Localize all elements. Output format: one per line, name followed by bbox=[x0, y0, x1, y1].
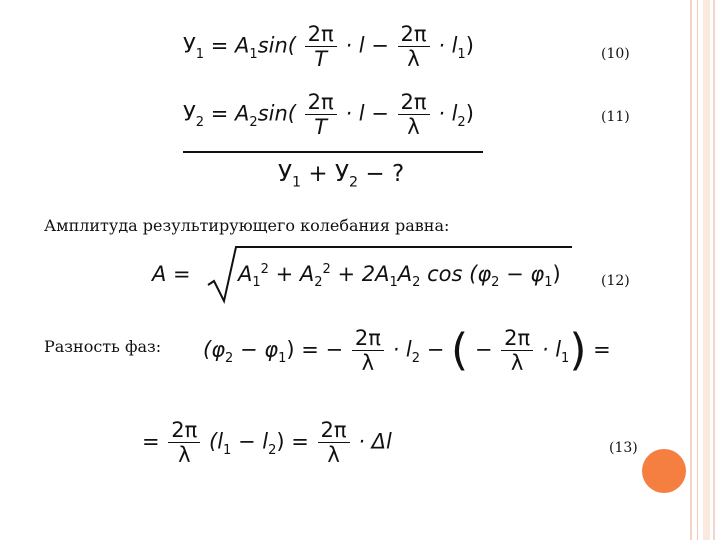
phase-caption: Разность фаз: bbox=[44, 337, 162, 356]
fraction: $\frac{2\pi}{\lambda}$ bbox=[168, 418, 200, 467]
fraction: $\frac{2\pi}{T}$ bbox=[305, 22, 337, 71]
decorative-stripe bbox=[713, 0, 715, 540]
equation-13-line1: $(\varphi_2 - \varphi_1)$ = − $\frac{2\pi}{\lambda}$ · $l_2$ − ( − $\frac{2\pi}{\lambda}$ · $l_1$) = bbox=[203, 324, 611, 376]
question-line: $У_1 + У_2$ − ? bbox=[278, 161, 405, 191]
divider-line bbox=[183, 151, 483, 153]
amplitude-caption: Амплитуда результирующего колебания равна: bbox=[44, 216, 450, 235]
fraction: $\frac{2\pi}{\lambda}$ bbox=[501, 326, 533, 375]
equation-number: (11) bbox=[601, 109, 630, 125]
fraction: $\frac{2\pi}{\lambda}$ bbox=[398, 22, 430, 71]
equation-12-radicand: $A_1^2 + A_2^2 + 2A_1A_2$ $\cos (\varphi_2 - \varphi_1)$ bbox=[238, 262, 561, 291]
equation-number: (13) bbox=[609, 440, 638, 456]
decorative-stripe bbox=[690, 0, 692, 540]
fraction: $\frac{2\pi}{T}$ bbox=[305, 90, 337, 139]
equation-12-lhs: A = bbox=[152, 262, 191, 286]
equation-11: $У_2 = A_2\sin$( $\frac{2\pi}{T}$ · l − $\frac{2\pi}{\lambda}$ · $l_2$) bbox=[183, 90, 474, 140]
decorative-stripe bbox=[703, 0, 710, 540]
fraction: $\frac{2\pi}{\lambda}$ bbox=[318, 418, 350, 467]
orange-circle-decoration bbox=[642, 449, 686, 493]
decorative-stripe bbox=[697, 0, 698, 540]
fraction: $\frac{2\pi}{\lambda}$ bbox=[352, 326, 384, 375]
equation-number: (12) bbox=[601, 273, 630, 289]
fraction: $\frac{2\pi}{\lambda}$ bbox=[398, 90, 430, 139]
equation-10: $У_1 = A_1\sin$( $\frac{2\pi}{T}$ · l − $\frac{2\pi}{\lambda}$ · $l_1$) bbox=[183, 22, 474, 72]
equation-13-line2: = $\frac{2\pi}{\lambda}$ $(l_1 - l_2)$ = $\frac{2\pi}{\lambda}$ · Δl bbox=[142, 418, 392, 468]
equation-number: (10) bbox=[601, 46, 630, 62]
